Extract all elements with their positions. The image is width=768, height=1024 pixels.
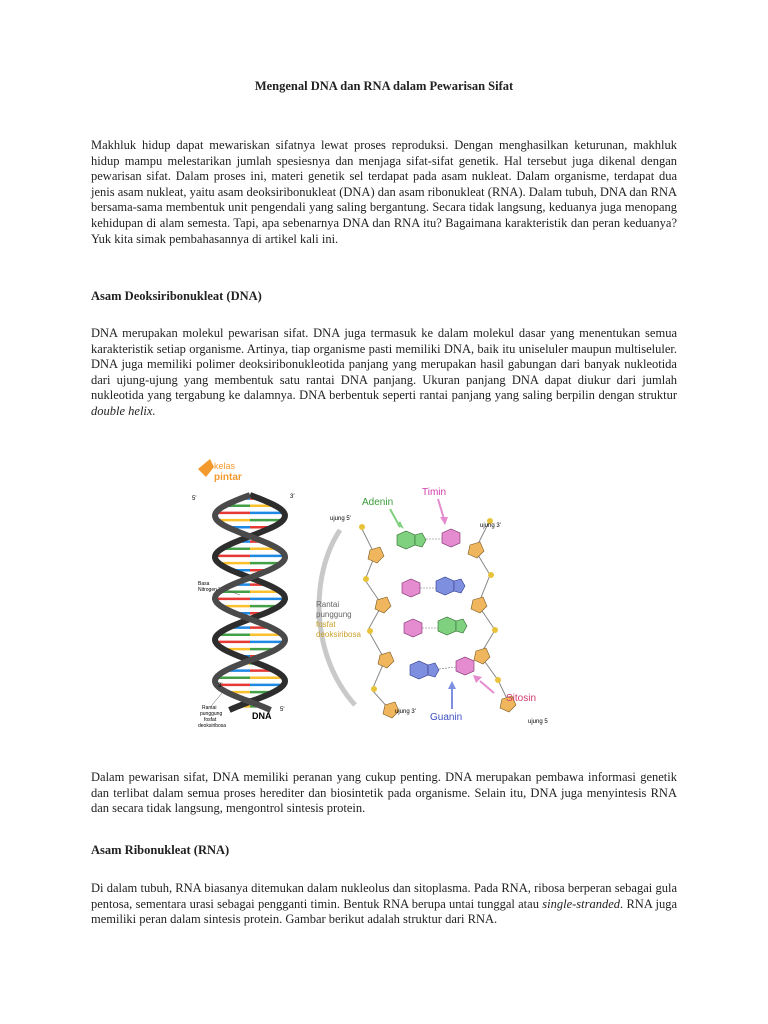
label-big-rantai-1: Rantai (316, 600, 340, 609)
label-big-rantai-2: punggung (316, 610, 352, 619)
logo-text-top: kelas (214, 461, 236, 471)
page-title: Mengenal DNA dan RNA dalam Pewarisan Sifat (254, 79, 514, 93)
kelas-pintar-logo (198, 459, 242, 483)
label-basa-1: Basa (198, 581, 210, 587)
dna-figure (190, 455, 570, 740)
rna-paragraph-1 (91, 881, 677, 928)
label-ujung3-top: ujung 3' (480, 523, 501, 529)
label-rantai-1: Rantai (202, 705, 217, 711)
dna-heading: Asam Deoksiribonukleat (DNA) (91, 289, 262, 303)
label-dna: DNA (252, 711, 272, 721)
label-rantai-2: punggung (200, 711, 223, 717)
label-3prime-top: 3' (290, 494, 295, 500)
logo-text-bottom: pintar (214, 472, 242, 483)
dna-paragraph-1-text: DNA merupakan molekul pewarisan sifat. DNA juga termasuk ke dalam molekul dasar yang menentukan semua karakteristik setiap organisme. Artinya, tiap organisme pasti memiliki DNA, baik itu uniseluler maupun multiseluler. DNA juga memiliki polimer deoksiribonukleotida panjang yang merupakan hasil gabungan dari banyak nukleotida dari ujung-ujung yang membentuk satu rantai DNA panjang. Ukuran panjang DNA dapat diukur dari jumlah nukleotida yang tergabung ke dalamnya. DNA berbentuk seperti rantai panjang yang saling berpilin dengan struktur (91, 326, 677, 403)
label-5prime-top: 5' (192, 496, 197, 502)
single-stranded-italic: single-stranded (542, 896, 621, 911)
label-ujung5-top: ujung 5' (330, 516, 351, 522)
label-big-rantai-4: deoksiribosa (316, 630, 361, 639)
label-big-rantai-3: fosfat (316, 620, 336, 629)
label-rantai-3: fosfat (204, 717, 217, 723)
base-pair-rungs (215, 499, 285, 707)
label-ujung5-bottom: ujung 5 (528, 719, 548, 725)
label-5prime-bottom: 5' (280, 707, 285, 713)
label-timin: Timin (422, 487, 447, 498)
double-helix-italic: double helix. (91, 403, 156, 418)
rna-heading: Asam Ribonukleat (RNA) (91, 843, 230, 857)
label-sitosin: Sitosin (506, 693, 537, 704)
label-rantai-4: deoksiribosa (198, 723, 227, 729)
dna-diagram (190, 455, 570, 740)
double-helix (215, 495, 285, 710)
intro-paragraph: Makhluk hidup dapat mewariskan sifatnya lewat proses reproduksi. Dengan menghasilkan keturunan, makhluk hidup mampu melestarikan jumlah spesiesnya dan menjaga sifat-sifat genetik. Hal tersebut juga dikenal dengan pewarisan sifat. Dalam proses ini, materi genetik sel terdapat pada asam nukleat. Dalam organisme, terdapat dua jenis asam nukleat, yaitu asam deoksiribonukleat (DNA) dan asam ribonukleat (RNA). Dalam tubuh, DNA dan RNA bersama-sama membentuk unit pengendali yang saling bergantung. Secara tidak langsung, keduanya juga menopang kehidupan di alam semesta. Tapi, apa sebenarnya DNA dan RNA itu? Bagaimana karakteristik dan peran keduanya? Yuk kita simak pembahasannya di artikel kali ini. (91, 138, 677, 246)
timin-arrow (438, 499, 444, 519)
dna-paragraph-2: Dalam pewarisan sifat, DNA memiliki peranan yang cukup penting. DNA merupakan pembawa informasi genetik dan terlibat dalam semua proses herediter dan biosintetik pada organisme. Selain itu, DNA juga menyintesis RNA dan secara tidak langsung, mengontrol sintesis protein. (91, 770, 677, 816)
rna-paragraph-1-text-a: Di dalam tubuh, RNA biasanya ditemukan dalam nukleolus dan sitoplasma. Pada RNA, ribosa berperan sebagai gula pentosa, sementara urasi sebagai pengganti timin. Bentuk RNA berupa untai tunggal atau (91, 881, 677, 911)
rna-paragraph-1-text-b: . RNA juga memiliki peran dalam sintesis protein. Gambar berikut adalah struktur dari RNA. (91, 896, 677, 927)
label-3prime-bottom: 3' (218, 683, 223, 689)
label-guanin: Guanin (430, 712, 463, 723)
chemical-structure (359, 518, 516, 718)
dna-paragraph-1 (91, 326, 677, 420)
sitosin-arrow (480, 681, 494, 693)
label-adenin: Adenin (362, 497, 394, 508)
label-basa-2: Nitrogen (198, 587, 217, 593)
label-ujung3-bottom: ujung 3' (395, 709, 416, 715)
